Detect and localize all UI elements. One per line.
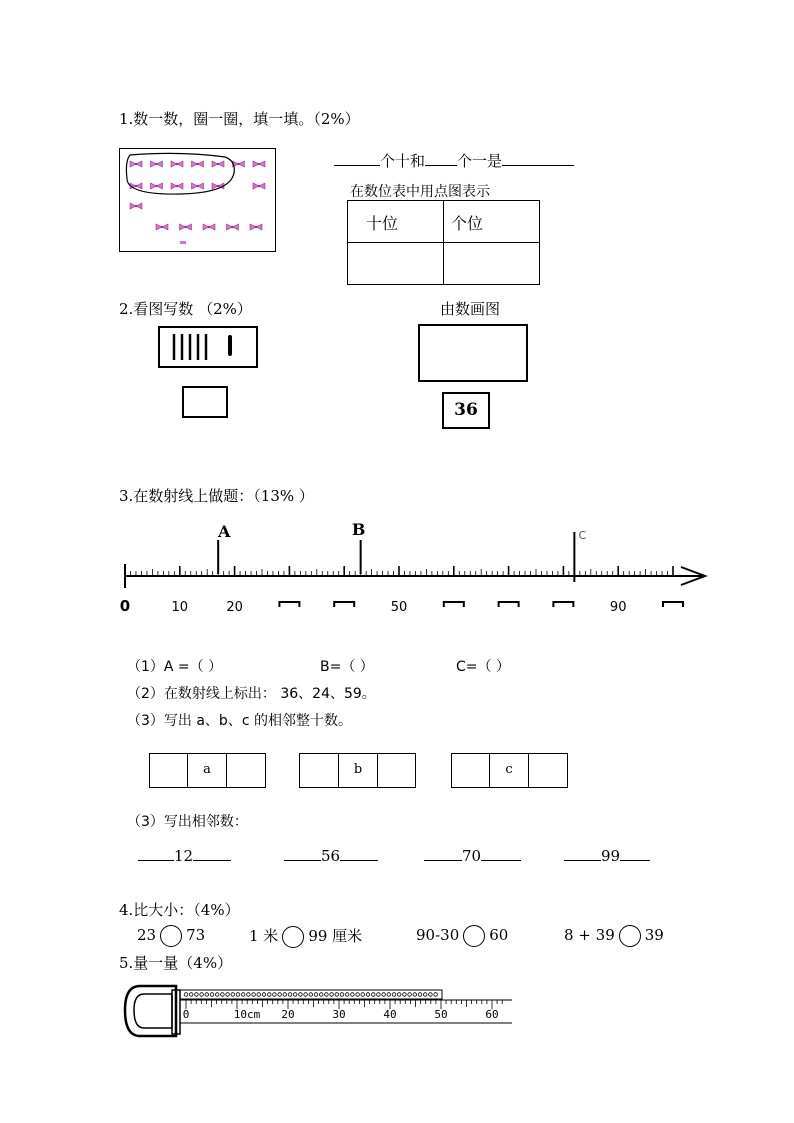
number-line-blank-bracket [279, 602, 299, 607]
strap-hole [345, 993, 349, 997]
q4-compare-2 [249, 925, 362, 948]
strap-hole [247, 993, 251, 997]
strap-hole [257, 993, 261, 997]
bow-icon [250, 224, 262, 230]
ruler-label: 60 [485, 1008, 499, 1021]
q2-draw-caption: 由数画图 [440, 300, 501, 318]
q1-cell-ones-answer[interactable] [445, 244, 539, 284]
q3-box-b-mid [338, 753, 378, 788]
q3-neighbor-2-before[interactable] [284, 846, 321, 861]
q1-col-ones: 个位 [451, 214, 484, 233]
strap-hole [221, 993, 225, 997]
q4-compare-4 [564, 925, 664, 947]
strap-hole [231, 993, 235, 997]
marker-a-label: A [217, 522, 231, 541]
strap-hole [273, 993, 277, 997]
q3-neighbor-3-before[interactable] [424, 846, 462, 861]
strap-hole [226, 993, 230, 997]
strap-hole [319, 993, 323, 997]
q3-neighbor-4-before[interactable] [564, 846, 601, 861]
q4-circle-2[interactable] [282, 926, 304, 948]
bow-icon [156, 224, 168, 230]
bow-icon [130, 203, 142, 209]
number-line-tick-label: 90 [609, 600, 627, 615]
bow-knot [184, 226, 186, 228]
strap-hole [382, 993, 386, 997]
q1-blank-ones[interactable] [425, 151, 457, 166]
strap-hole [351, 993, 355, 997]
q5-ruler-scene [120, 978, 520, 1048]
bow-icon [253, 161, 265, 167]
strap-hole [293, 993, 297, 997]
q1-text-tens: 个十和 [380, 152, 426, 170]
q1-picture-frame [119, 148, 276, 252]
strap-hole [371, 993, 375, 997]
number-line-tick-label: 10 [171, 600, 189, 615]
q1-col-tens: 十位 [366, 214, 399, 233]
bow-icon [130, 183, 142, 189]
ruler-label: 0 [182, 1008, 190, 1021]
q5-title: 5.量一量（4%） [119, 954, 233, 972]
q3-neighbors-2 [284, 846, 378, 865]
q3-neighbor-3: 70 [462, 847, 482, 865]
strap-hole [236, 993, 240, 997]
bow-knot [196, 185, 198, 187]
q4-circle-1[interactable] [160, 925, 182, 947]
q3-box-c-label: c [505, 762, 513, 777]
q2-answer-box[interactable] [182, 386, 228, 418]
bow-knot [196, 163, 198, 165]
strap-hole [397, 993, 401, 997]
strap-hole [325, 993, 329, 997]
number-line-tick-label: 0 [119, 597, 131, 615]
q4-compare-3 [416, 925, 508, 947]
q4-compare-1 [137, 925, 205, 947]
q3-sub1-b-wrap [320, 656, 374, 676]
strap-hole [241, 993, 245, 997]
q3-box-b-left[interactable] [299, 753, 339, 788]
strap-hole [262, 993, 266, 997]
q4-left-1: 23 [137, 926, 157, 944]
number-line-blank-bracket [663, 602, 683, 607]
bow-knot [237, 163, 239, 165]
bow-knot [135, 205, 137, 207]
strap-hole [429, 993, 433, 997]
bow-knot [161, 226, 163, 228]
strap-hole [210, 993, 214, 997]
q3-neighbors-3 [424, 846, 521, 865]
bow-knot [176, 185, 178, 187]
q4-left-2: 1 米 [249, 927, 279, 945]
q3-number-line [115, 510, 715, 620]
q3-box-a-label: a [203, 762, 211, 777]
bow-knot [135, 163, 137, 165]
strap-hole [189, 993, 193, 997]
strap-hole [418, 993, 422, 997]
q4-right-2: 99 厘米 [308, 927, 363, 945]
q1-item-grid [120, 149, 275, 251]
q3-sub3: （3）写出 a、b、c 的相邻整十数。 [127, 713, 352, 729]
strap-hole [408, 993, 412, 997]
marker-b-label: B [351, 520, 366, 539]
strap-hole [423, 993, 427, 997]
bow-knot [135, 185, 137, 187]
bow-icon [151, 161, 163, 167]
strap-hole [361, 993, 365, 997]
q3-box-c-mid [489, 753, 529, 788]
q3-neighbor-1: 12 [174, 847, 194, 865]
bow-icon [171, 161, 183, 167]
q2-abacus-frame [158, 326, 258, 368]
strap-hole [377, 993, 381, 997]
ruler-label: 50 [434, 1008, 448, 1021]
strap-hole [184, 993, 188, 997]
q2-abacus-beads [160, 328, 256, 366]
strap-hole [278, 993, 282, 997]
strap-hole [314, 993, 318, 997]
q4-circle-3[interactable] [463, 925, 485, 947]
marker-c-label: C [578, 529, 587, 542]
q2-number: 36 [454, 400, 478, 420]
q3-box-a-left[interactable] [149, 753, 188, 788]
strap-hole [205, 993, 209, 997]
q4-right-4: 39 [644, 926, 664, 944]
strap-hole [413, 993, 417, 997]
q3-box-a-mid [187, 753, 227, 788]
q2-title: 2.看图写数 （2%） [119, 300, 252, 318]
strap-hole [387, 993, 391, 997]
q1-blank-total[interactable] [502, 151, 574, 166]
strap-hole [392, 993, 396, 997]
q1-title: 1.数一数，圈一圈，填一填。（2%） [119, 110, 360, 128]
strap-hole [299, 993, 303, 997]
q3-neighbor-1-after[interactable] [193, 846, 231, 861]
q5-ruler-ticks [183, 1000, 503, 1021]
bow-knot [258, 163, 260, 165]
bow-icon [192, 161, 204, 167]
bow-knot [208, 226, 210, 228]
q1-blank-tens[interactable] [334, 151, 380, 166]
q4-circle-4[interactable] [619, 925, 641, 947]
q3-neighbor-1-before[interactable] [138, 846, 174, 861]
q3-box-c-right[interactable] [528, 753, 568, 788]
bow-icon [171, 183, 183, 189]
strap-hole [288, 993, 292, 997]
bow-icon [192, 183, 204, 189]
strap-hole [252, 993, 256, 997]
bow-knot [231, 226, 233, 228]
q3-sub1-c: C=（ ） [456, 659, 510, 675]
bow-icon [180, 224, 192, 230]
q3-sub1-c-wrap [456, 656, 510, 676]
bow-knot [217, 185, 219, 187]
q3-sub1 [127, 656, 222, 676]
q3-neighbor-3-after[interactable] [481, 846, 521, 861]
q3-sub4: （3）写出相邻数： [127, 814, 248, 830]
q3-neighbors-4 [564, 846, 650, 865]
strap-hole [403, 993, 407, 997]
q3-neighbor-2: 56 [321, 847, 341, 865]
q3-neighbor-4-after[interactable] [620, 846, 650, 861]
strap-hole [267, 993, 271, 997]
strap-hole [195, 993, 199, 997]
q5-strap-buckle-inner [134, 994, 172, 1028]
bow-partial [180, 241, 186, 244]
number-line-blank-bracket [334, 602, 354, 607]
q4-title: 4.比大小：（4%） [119, 901, 240, 919]
q3-neighbors [138, 846, 231, 865]
bow-knot [176, 163, 178, 165]
q3-box-a-right[interactable] [226, 753, 266, 788]
bow-knot [155, 163, 157, 165]
q1-fill-sentence [334, 150, 574, 171]
q3-neighbor-2-after[interactable] [340, 846, 378, 861]
strap-hole [340, 993, 344, 997]
ruler-label: 20 [281, 1008, 295, 1021]
q5-strap-holes [184, 993, 437, 997]
bow-icon [151, 183, 163, 189]
q3-sub1-b: B=（ ） [320, 659, 374, 675]
q2-number-box [442, 392, 490, 429]
q3-sub1-a: （1）A =（ ） [127, 659, 223, 675]
q4-right-3: 60 [489, 926, 509, 944]
q3-sub2: （2）在数射线上标出： 36、24、59。 [127, 686, 376, 702]
q2-drawing-box[interactable] [418, 324, 528, 382]
strap-hole [304, 993, 308, 997]
q4-left-4: 8 + 39 [564, 926, 615, 944]
bow-icon [130, 161, 142, 167]
bow-icon [253, 183, 265, 189]
q3-box-b-label: b [353, 762, 363, 777]
ruler-label: 10cm [233, 1008, 261, 1021]
ruler-label: 40 [383, 1008, 397, 1021]
bow-knot [258, 185, 260, 187]
q3-neighbor-4: 99 [601, 847, 621, 865]
q1-cell-tens-answer[interactable] [349, 244, 442, 284]
number-line-tick-label: 50 [390, 600, 408, 615]
bow-icon [203, 224, 215, 230]
strap-hole [309, 993, 313, 997]
number-line-tick-label: 20 [226, 600, 243, 615]
bow-knot [255, 226, 257, 228]
q1-text-ones: 个一是 [457, 152, 503, 170]
strap-hole [366, 993, 370, 997]
number-line-blank-bracket [499, 602, 519, 607]
bow-icon [227, 224, 239, 230]
strap-hole [330, 993, 334, 997]
q4-right-1: 73 [186, 926, 206, 944]
strap-hole [215, 993, 219, 997]
strap-hole [335, 993, 339, 997]
ruler-label: 30 [332, 1008, 346, 1021]
strap-hole [200, 993, 204, 997]
bow-icon [212, 161, 224, 167]
bow-knot [155, 185, 157, 187]
q3-box-c-left[interactable] [451, 753, 490, 788]
number-line-blank-bracket [553, 602, 573, 607]
q1-table-caption: 在数位表中用点图表示 [350, 184, 490, 200]
q4-left-3: 90-30 [416, 926, 460, 944]
q3-box-b-right[interactable] [377, 753, 416, 788]
q3-title: 3.在数射线上做题：（13% ） [119, 487, 314, 505]
q1-place-value-table [347, 200, 540, 285]
strap-hole [283, 993, 287, 997]
strap-hole [434, 993, 438, 997]
strap-hole [356, 993, 360, 997]
number-line-blank-bracket [444, 602, 464, 607]
bow-knot [217, 163, 219, 165]
